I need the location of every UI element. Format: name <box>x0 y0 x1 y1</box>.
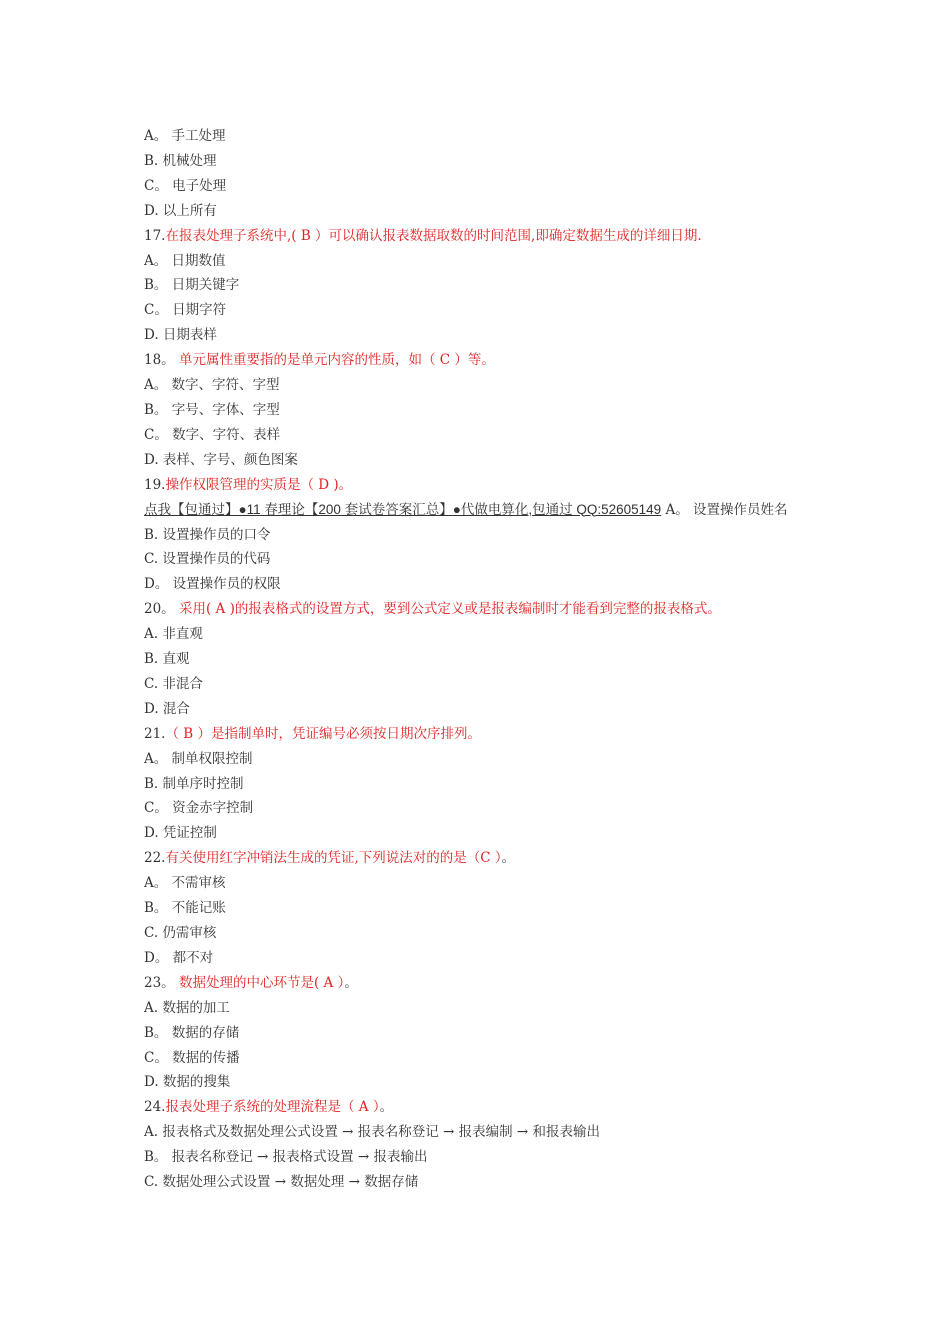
question-17 <box>144 224 809 249</box>
ad-paragraph <box>144 498 809 523</box>
option-line: C。 数字、字符、表样 <box>144 426 281 443</box>
option-line: C。 资金赤字控制 <box>144 800 254 817</box>
question-tail: 。 <box>379 1099 394 1116</box>
question-22 <box>144 846 809 871</box>
question-list <box>144 124 809 1195</box>
question-21 <box>144 722 809 747</box>
option-line: B。 数据的存储 <box>144 1024 240 1041</box>
option-line: C. 设置操作员的代码 <box>144 551 271 568</box>
question-text: 采用( A )的报表格式的设置方式，要到公式定义或是报表编制时才能看到完整的报表格式。 <box>178 601 721 618</box>
question-text: 报表处理子系统的处理流程是（ A ） <box>165 1099 380 1116</box>
question-number: 20。 <box>144 601 175 618</box>
option-line: A。 设置操作员姓名 <box>665 501 788 518</box>
question-text: 操作权限管理的实质是（ D )。 <box>165 476 353 493</box>
ad-link[interactable]: 点我【包通过】●11 春理论【200 套试卷答案汇总】●代做电算化,包通过 QQ:52605149 <box>144 501 662 517</box>
option-line: D. 表样、字号、颜色图案 <box>144 451 298 468</box>
option-line: A. 非直观 <box>144 626 203 643</box>
option-line: C。 日期字符 <box>144 302 227 319</box>
question-number: 21. <box>144 725 166 742</box>
question-24 <box>144 1095 809 1120</box>
option-line: B。 不能记账 <box>144 900 226 917</box>
option-line: A。 制单权限控制 <box>144 750 253 767</box>
question-number: 18。 <box>144 352 175 369</box>
question-tail: 。 <box>344 974 358 991</box>
option-line: C。 数据的传播 <box>144 1049 240 1066</box>
question-number: 22. <box>144 850 166 867</box>
question-20 <box>144 597 809 622</box>
question-text: 数据处理的中心环节是( A ） <box>178 974 345 991</box>
option-line: C。 电子处理 <box>144 177 227 194</box>
question-18 <box>144 348 809 373</box>
option-line: B. 设置操作员的口令 <box>144 526 271 543</box>
option-line: A。 日期数值 <box>144 252 226 269</box>
option-line: D。 都不对 <box>144 949 214 966</box>
question-23 <box>144 971 809 996</box>
option-line: B. 机械处理 <box>144 152 217 169</box>
option-line: B。 报表名称登记 → 报表格式设置 → 报表输出 <box>144 1149 428 1166</box>
option-line: A。 数字、字符、字型 <box>144 377 280 394</box>
question-number: 24. <box>144 1099 166 1116</box>
question-number: 23。 <box>144 974 175 991</box>
option-line: D. 混合 <box>144 700 190 717</box>
question-number: 19. <box>144 476 166 493</box>
question-text: 在报表处理子系统中,( B ）可以确认报表数据取数的时间范围,即确定数据生成的详细日期. <box>165 227 702 244</box>
option-line: D。 设置操作员的权限 <box>144 576 281 593</box>
option-line: B。 日期关键字 <box>144 277 240 294</box>
question-19 <box>144 473 809 498</box>
option-line: B. 直观 <box>144 651 190 668</box>
option-line: D. 以上所有 <box>144 202 217 219</box>
option-line: C. 数据处理公式设置 → 数据处理 → 数据存储 <box>144 1174 419 1191</box>
question-text: 有关使用红字冲销法生成的凭证,下列说法对的的是（C ） <box>165 850 502 867</box>
option-line: A. 报表格式及数据处理公式设置 → 报表名称登记 → 报表编制 → 和报表输出 <box>144 1124 601 1141</box>
option-line: C. 仍需审核 <box>144 925 217 941</box>
option-line: B. 制单序时控制 <box>144 775 244 792</box>
question-number: 17. <box>144 227 166 244</box>
question-text: 单元属性重要指的是单元内容的性质，如（ C ）等。 <box>178 352 495 369</box>
question-text: （ B ）是指制单时，凭证编号必须按日期次序排列。 <box>165 725 481 742</box>
option-line: D. 日期表样 <box>144 327 217 344</box>
option-line: A。 手工处理 <box>144 128 226 144</box>
option-line: D. 凭证控制 <box>144 825 217 842</box>
option-line: A。 不需审核 <box>144 875 226 892</box>
option-line: B。 字号、字体、字型 <box>144 401 280 418</box>
option-line: D. 数据的搜集 <box>144 1074 231 1091</box>
question-tail: 。 <box>501 850 516 867</box>
option-line: A. 数据的加工 <box>144 999 230 1016</box>
option-line: C. 非混合 <box>144 675 203 692</box>
